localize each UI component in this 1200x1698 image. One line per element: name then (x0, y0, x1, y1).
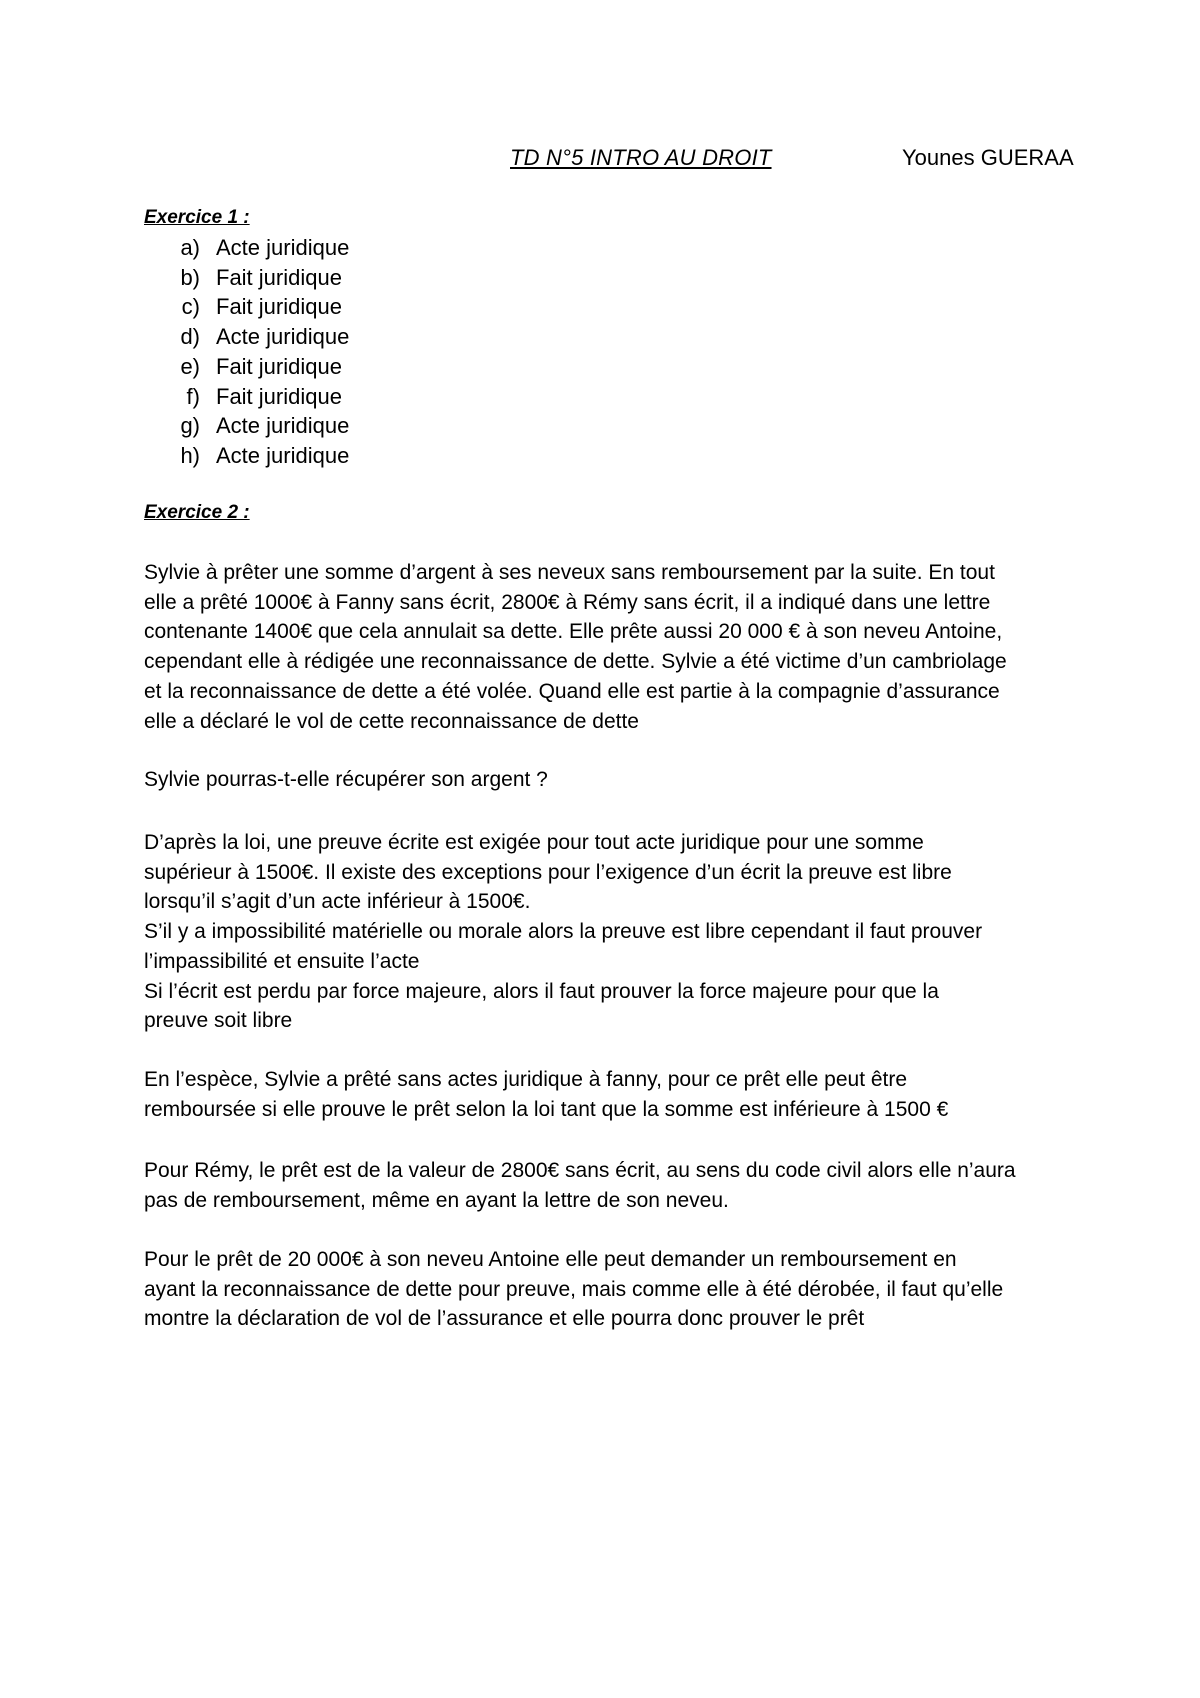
exercise-2-law-paragraph: D’après la loi, une preuve écrite est exigée pour tout acte juridique pour une somme supérieur à 1500€. Il existe des exceptions pour l’exigence d’un écrit la preuve est libre lorsqu’il s’agit d’un acte inférieur à 1500€. S’il y a impossibilité matérielle ou morale alors la preuve est libre cependant il faut prouver l’impassibilité et ensuite l’acte Si l’écrit est perdu par force majeure, alors il faut prouver la force majeure pour que la preuve soit libre (144, 831, 983, 1033)
answer-letter: c) (181, 294, 200, 320)
answer-text: Fait juridique (216, 264, 342, 290)
answer-letter: b) (180, 264, 200, 290)
answer-letter: h) (180, 442, 200, 468)
answer-item-a (144, 233, 349, 263)
answer-text: Acte juridique (216, 324, 350, 350)
answer-text: Fait juridique (216, 353, 342, 379)
answer-item-c (144, 292, 349, 322)
answer-letter: g) (180, 413, 200, 439)
exercise-2-remy-paragraph: Pour Rémy, le prêt est de la valeur de 2800€ sans écrit, au sens du code civil alors elle n’aura pas de remboursement, même en ayant la lettre de son neveu. (144, 1159, 1016, 1212)
answer-letter: f) (186, 383, 200, 409)
exercise-2-title: Exercice 2 : (144, 502, 250, 523)
answer-text: Acte juridique (216, 413, 350, 439)
answer-text: Acte juridique (216, 442, 350, 468)
answer-letter: a) (180, 235, 200, 260)
answer-letter: d) (180, 324, 200, 350)
exercise-2-facts-paragraph: Sylvie à prêter une somme d’argent à ses neveux sans remboursement par la suite. En tout elle a prêté 1000€ à Fanny sans écrit, 2800€ à Rémy sans écrit, il a indiqué dans une lettre contenante 1400€ que cela annulait sa dette. Elle prête aussi 20 000 € à son neveu Antoine, cependant elle à rédigée une reconnaissance de dette. Sylvie a été victime d’un cambriolage et la reconnaissance de dette a été volée. Quand elle est partie à la compagnie d’assurance elle a déclaré le vol de cette reconnaissance de dette (144, 561, 1007, 733)
exercise-2-question-paragraph: Sylvie pourras-t-elle récupérer son argent ? (144, 768, 548, 791)
answer-letter: e) (180, 353, 200, 379)
answer-item-d (144, 322, 349, 352)
answer-text: Fait juridique (216, 294, 342, 320)
exercise-1-answer-list (144, 233, 349, 471)
exercise-2-fanny-paragraph: En l’espèce, Sylvie a prêté sans actes juridique à fanny, pour ce prêt elle peut être remboursée si elle prouve le prêt selon la loi tant que la somme est inférieure à 1500 € (144, 1068, 949, 1121)
answer-item-e (144, 352, 349, 382)
exercise-2-antoine-paragraph: Pour le prêt de 20 000€ à son neveu Antoine elle peut demander un remboursement en ayant la reconnaissance de dette pour preuve, mais comme elle à été dérobée, il faut qu’elle montre la déclaration de vol de l’assurance et elle pourra donc prouver le prêt (144, 1248, 1004, 1331)
answer-item-b (144, 263, 349, 293)
answer-item-h (144, 441, 349, 471)
answer-item-f (144, 382, 349, 412)
answer-text: Acte juridique (216, 235, 350, 260)
author-name: Younes GUERAA (902, 145, 1074, 170)
document-title: TD N°5 INTRO AU DROIT (510, 145, 772, 170)
answer-text: Fait juridique (216, 383, 342, 409)
answer-item-g (144, 411, 349, 441)
exercise-1-title: Exercice 1 : (144, 207, 250, 228)
